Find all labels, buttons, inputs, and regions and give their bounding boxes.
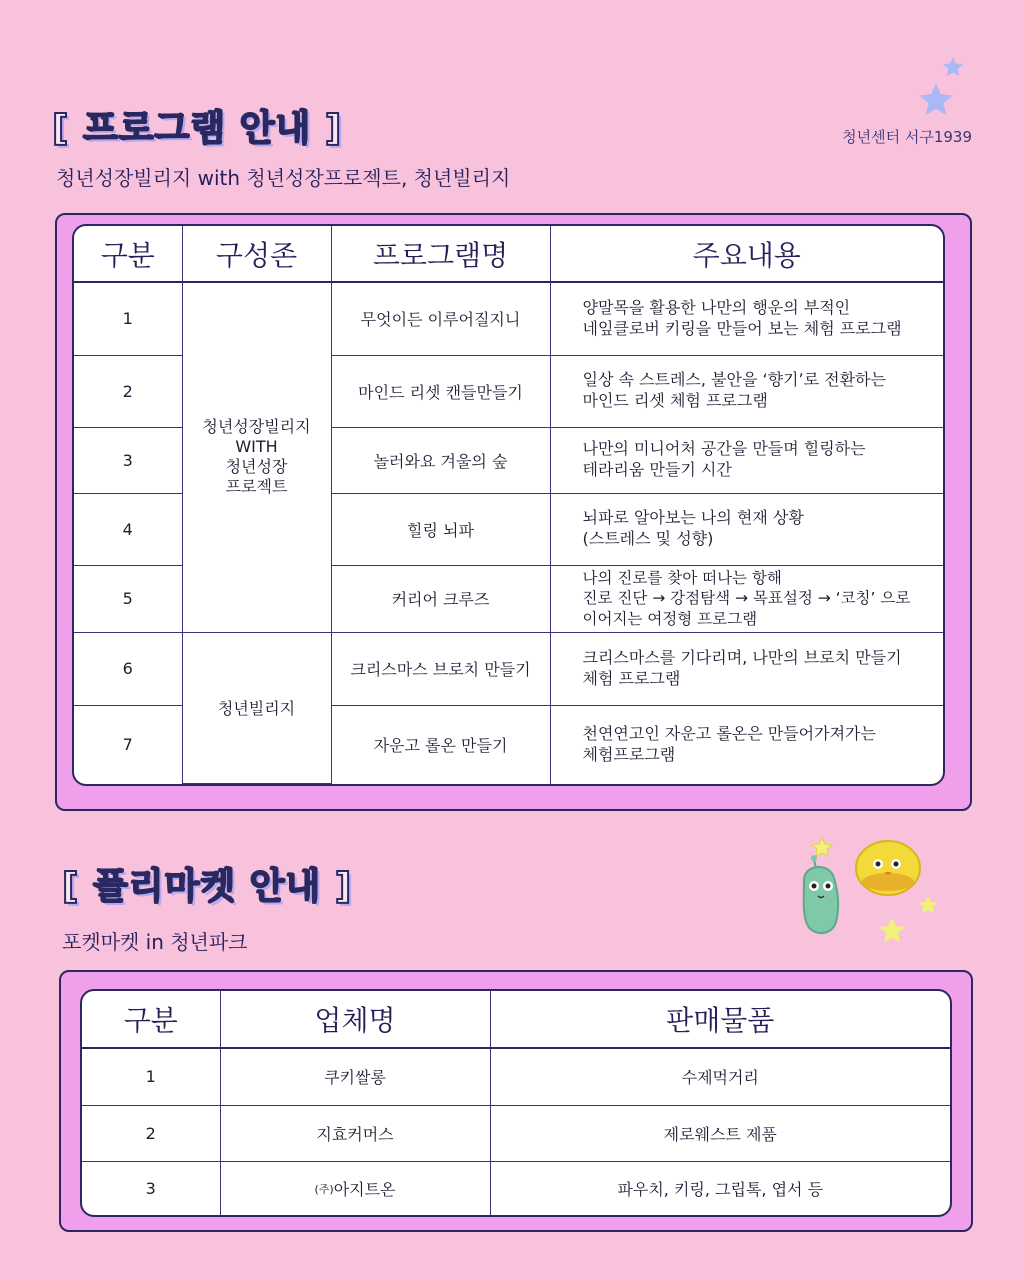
header-vendor: 업체명 — [220, 991, 490, 1048]
header-description: 주요내용 — [550, 226, 943, 282]
program-name: 놀러와요 겨울의 숲 — [331, 427, 550, 493]
program-subtitle: 청년성장빌리지 with 청년성장프로젝트, 청년빌리지 — [56, 166, 511, 190]
table-row — [74, 632, 943, 705]
row-number: 2 — [74, 355, 182, 427]
header-goods: 판매물품 — [490, 991, 950, 1048]
table-row — [82, 1105, 950, 1161]
star-icon — [812, 838, 832, 856]
row-number: 7 — [74, 705, 182, 784]
green-bean-mascot — [804, 855, 839, 933]
program-section-title: [ 프로그램 안내 ] — [52, 108, 343, 149]
header-category: 구분 — [82, 991, 220, 1048]
row-number: 6 — [74, 632, 182, 705]
program-description: 천연연고인 자운고 롤온은 만들어가져가는 체험프로그램 — [550, 705, 943, 784]
table-row — [82, 1048, 950, 1105]
program-table — [72, 224, 945, 786]
table-row — [74, 282, 943, 355]
program-description: 양말목을 활용한 나만의 행운의 부적인 네잎클로버 키링을 만들어 보는 체험 프로그램 — [550, 282, 943, 355]
star-icon — [879, 918, 905, 942]
row-number: 3 — [74, 427, 182, 493]
yellow-chick-mascot — [856, 841, 920, 895]
program-description: 크리스마스를 기다리며, 나만의 브로치 만들기 체험 프로그램 — [550, 632, 943, 705]
program-description: 뇌파로 알아보는 나의 현재 상황 (스트레스 및 성향) — [550, 493, 943, 565]
program-name: 힐링 뇌파 — [331, 493, 550, 565]
program-description: 나만의 미니어처 공간을 만들며 힐링하는 테라리움 만들기 시간 — [550, 427, 943, 493]
vendor-name: 아지트온 — [333, 1179, 396, 1199]
vendor-name: 쿠키쌀롱 — [220, 1048, 490, 1105]
org-name: 청년센터 서구1939 — [842, 128, 972, 146]
program-description: 나의 진로를 찾아 떠나는 항해 진로 진단 → 강점탐색 → 목표설정 → ‘코칭’ 으로 이어지는 여정형 프로그램 — [550, 565, 943, 632]
star-icon — [942, 56, 964, 78]
table-row — [82, 1161, 950, 1215]
goods-description: 수제먹거리 — [490, 1048, 950, 1105]
row-number: 3 — [82, 1161, 220, 1215]
header-zone: 구성존 — [182, 226, 331, 282]
row-number: 4 — [74, 493, 182, 565]
row-number: 1 — [74, 282, 182, 355]
star-icon — [918, 82, 954, 118]
program-name: 커리어 크루즈 — [331, 565, 550, 632]
program-description: 일상 속 스트레스, 불안을 ‘향기’로 전환하는 마인드 리셋 체험 프로그램 — [550, 355, 943, 427]
vendor-name: 지효커머스 — [220, 1105, 490, 1161]
program-name: 자운고 롤온 만들기 — [331, 705, 550, 784]
mascot-characters-illustration — [790, 820, 950, 960]
company-prefix: (주) — [314, 1182, 334, 1196]
program-name: 무엇이든 이루어질지니 — [331, 282, 550, 355]
goods-description: 파우치, 키링, 그립톡, 엽서 등 — [490, 1161, 950, 1215]
market-section-title: [ 플리마켓 안내 ] — [62, 866, 353, 907]
header-program-name: 프로그램명 — [331, 226, 550, 282]
vendor-name-cell — [220, 1161, 490, 1215]
program-name: 마인드 리셋 캔들만들기 — [331, 355, 550, 427]
header-category: 구분 — [74, 226, 182, 282]
program-name: 크리스마스 브로치 만들기 — [331, 632, 550, 705]
star-icon — [919, 896, 937, 913]
row-number: 2 — [82, 1105, 220, 1161]
row-number: 5 — [74, 565, 182, 632]
row-number: 1 — [82, 1048, 220, 1105]
goods-description: 제로웨스트 제품 — [490, 1105, 950, 1161]
market-subtitle: 포켓마켓 in 청년파크 — [62, 930, 248, 954]
zone-cell: 청년성장빌리지 WITH 청년성장 프로젝트 — [182, 282, 331, 632]
market-table — [80, 989, 952, 1217]
zone-cell: 청년빌리지 — [182, 632, 331, 784]
